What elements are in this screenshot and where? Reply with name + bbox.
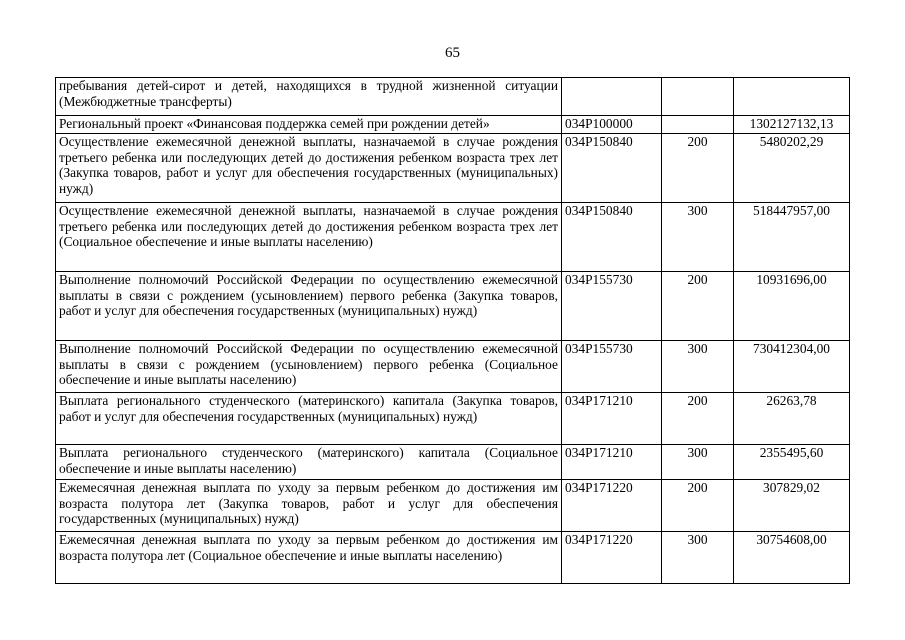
- row-name: Ежемесячная денежная выплата по уходу за первым ребенком до достижения им возраста полутора лет (Закупка товаров, работ и услуг для обеспечения государственных (муниципальных) нужд): [56, 480, 562, 532]
- row-target-code: 034P171220: [562, 480, 662, 532]
- row-name: Выплата регионального студенческого (материнского) капитала (Социальное обеспечение и иные выплаты населению): [56, 445, 562, 480]
- row-sum: 518447957,00: [734, 203, 850, 272]
- table-row: [56, 78, 850, 116]
- row-sum: [734, 78, 850, 116]
- row-sum: 26263,78: [734, 393, 850, 445]
- row-name: Выполнение полномочий Российской Федерации по осуществлению ежемесячной выплаты в связи с рождением (усыновлением) первого ребенка (Закупка товаров, работ и услуг для обеспечения государственных (муниципальных) нужд): [56, 272, 562, 341]
- row-expense-type: 300: [662, 203, 734, 272]
- row-sum: 307829,02: [734, 480, 850, 532]
- row-target-code: 034P171210: [562, 393, 662, 445]
- table-row: [56, 134, 850, 203]
- table-row: [56, 272, 850, 341]
- table-row: [56, 393, 850, 445]
- row-sum: 2355495,60: [734, 445, 850, 480]
- row-expense-type: 300: [662, 445, 734, 480]
- row-expense-type: 200: [662, 393, 734, 445]
- row-sum: 1302127132,13: [734, 116, 850, 134]
- row-name: Выплата регионального студенческого (материнского) капитала (Закупка товаров, работ и услуг для обеспечения государственных (муниципальных) нужд): [56, 393, 562, 445]
- table-row: [56, 116, 850, 134]
- table-row: [56, 480, 850, 532]
- row-expense-type: 300: [662, 341, 734, 393]
- table-row: [56, 203, 850, 272]
- row-target-code: 034P171220: [562, 532, 662, 584]
- row-expense-type: 200: [662, 272, 734, 341]
- row-name: Осуществление ежемесячной денежной выплаты, назначаемой в случае рождения третьего ребенка или последующих детей до достижения ребенком возраста трех лет (Закупка товаров, работ и услуг для обеспечения государственных (муниципальных) нужд): [56, 134, 562, 203]
- row-target-code: 034P150840: [562, 203, 662, 272]
- row-target-code: 034P171210: [562, 445, 662, 480]
- table-row: [56, 532, 850, 584]
- row-expense-type: 200: [662, 134, 734, 203]
- row-expense-type: [662, 116, 734, 134]
- page-number: 65: [445, 45, 460, 61]
- table-row: [56, 341, 850, 393]
- row-sum: 730412304,00: [734, 341, 850, 393]
- row-name: Региональный проект «Финансовая поддержка семей при рождении детей»: [56, 116, 562, 134]
- row-expense-type: 200: [662, 480, 734, 532]
- row-expense-type: 300: [662, 532, 734, 584]
- table-row: [56, 445, 850, 480]
- row-sum: 10931696,00: [734, 272, 850, 341]
- row-sum: 5480202,29: [734, 134, 850, 203]
- row-name: пребывания детей-сирот и детей, находящихся в трудной жизненной ситуации (Межбюджетные трансферты): [56, 78, 562, 116]
- row-sum: 30754608,00: [734, 532, 850, 584]
- row-target-code: 034P100000: [562, 116, 662, 134]
- row-expense-type: [662, 78, 734, 116]
- row-target-code: 034P155730: [562, 341, 662, 393]
- row-target-code: 034P155730: [562, 272, 662, 341]
- row-target-code: 034P150840: [562, 134, 662, 203]
- row-name: Выполнение полномочий Российской Федерации по осуществлению ежемесячной выплаты в связи с рождением (усыновлением) первого ребенка (Социальное обеспечение и иные выплаты населению): [56, 341, 562, 393]
- row-name: Осуществление ежемесячной денежной выплаты, назначаемой в случае рождения третьего ребенка или последующих детей до достижения ребенком возраста трех лет (Социальное обеспечение и иные выплаты населению): [56, 203, 562, 272]
- budget-table: [55, 77, 850, 584]
- row-target-code: [562, 78, 662, 116]
- row-name: Ежемесячная денежная выплата по уходу за первым ребенком до достижения им возраста полутора лет (Социальное обеспечение и иные выплаты населению): [56, 532, 562, 584]
